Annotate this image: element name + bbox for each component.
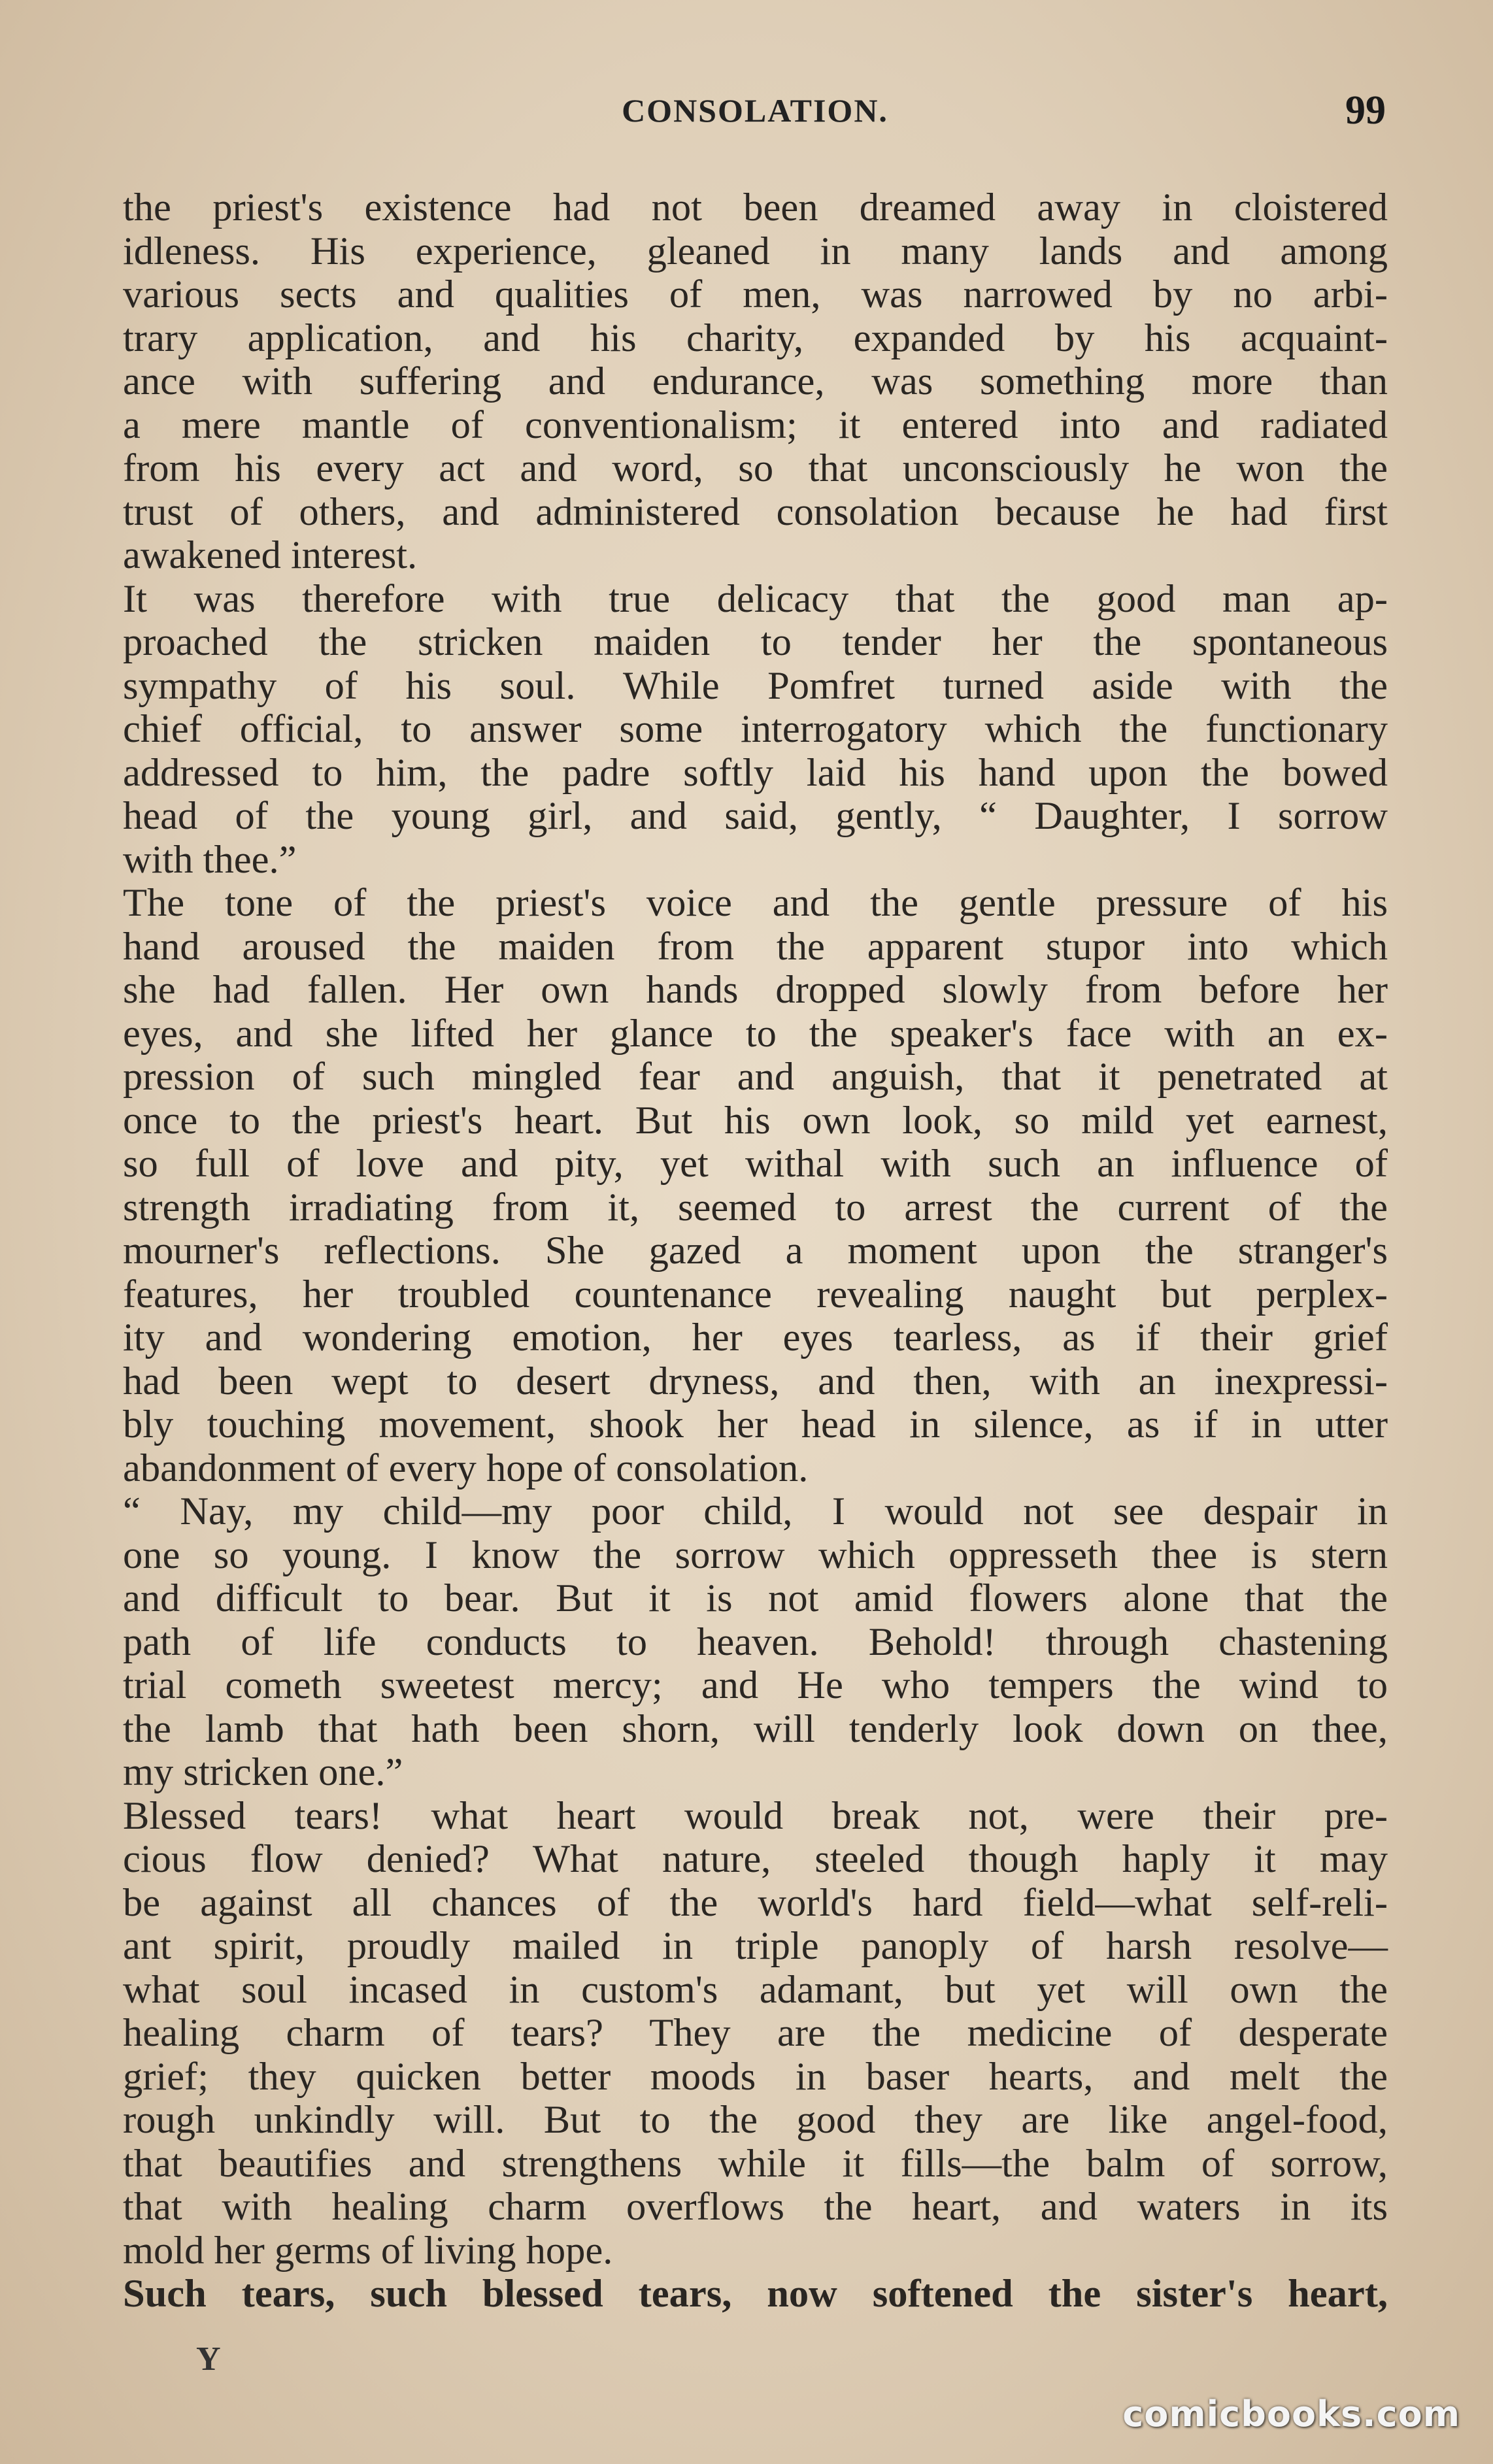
text-line: be against all chances of the world's hard field—what self-reli- <box>123 1880 1388 1925</box>
text-line: awakened interest. <box>123 533 418 577</box>
text-line: grief; they quicken better moods in baser hearts, and melt the <box>123 2054 1388 2099</box>
text-line: what soul incased in custom's adamant, but yet will own the <box>123 1967 1388 2012</box>
signature-mark: Y <box>196 2340 221 2378</box>
text-line: from his every act and word, so that unconsciously he won the <box>123 446 1388 490</box>
text-line: idleness. His experience, gleaned in many lands and among <box>123 229 1388 273</box>
text-line: Blessed tears! what heart would break not, were their pre- <box>123 1793 1388 1838</box>
text-line: path of life conducts to heaven. Behold! through chastening <box>123 1620 1388 1664</box>
page-header <box>124 88 1386 144</box>
text-line: the priest's existence had not been dreamed away in cloistered <box>123 186 1388 229</box>
text-line: so full of love and pity, yet withal with such an influence of <box>123 1142 1388 1186</box>
text-line: she had fallen. Her own hands dropped slowly from before her <box>123 968 1388 1012</box>
body-text <box>123 186 1388 2316</box>
text-line: that with healing charm overflows the heart, and waters in its <box>123 2185 1388 2229</box>
text-line: healing charm of tears? They are the medicine of desperate <box>123 2011 1388 2055</box>
text-line: trial cometh sweetest mercy; and He who tempers the wind to <box>123 1663 1388 1707</box>
text-line: and difficult to bear. But it is not amid flowers alone that the <box>123 1576 1388 1620</box>
page-number: 99 <box>1345 88 1386 133</box>
text-line: various sects and qualities of men, was narrowed by no arbi- <box>123 273 1388 316</box>
text-line: addressed to him, the padre softly laid his hand upon the bowed <box>123 750 1388 795</box>
text-line: mold her germs of living hope. <box>123 2228 613 2273</box>
text-line: sympathy of his soul. While Pomfret turned aside with the <box>123 663 1388 708</box>
text-line: features, her troubled countenance revealing naught but perplex- <box>123 1272 1388 1316</box>
text-line: “ Nay, my child—my poor child, I would not see despair in <box>123 1490 1388 1533</box>
text-line: pression of such mingled fear and anguish, that it penetrated at <box>123 1055 1388 1099</box>
text-line: bly touching movement, shook her head in silence, as if in utter <box>123 1403 1388 1446</box>
text-line: once to the priest's heart. But his own look, so mild yet earnest, <box>123 1098 1388 1142</box>
text-line: cious flow denied? What nature, steeled though haply it may <box>123 1837 1388 1881</box>
text-line: ance with suffering and endurance, was something more than <box>123 359 1388 403</box>
text-line: ity and wondering emotion, her eyes tearless, as if their grief <box>123 1316 1388 1359</box>
text-line: The tone of the priest's voice and the gentle pressure of his <box>123 881 1388 925</box>
text-line: ant spirit, proudly mailed in triple panoply of harsh resolve— <box>123 1924 1388 1968</box>
text-line: trust of others, and administered consolation because he had first <box>123 490 1388 534</box>
text-line: Such tears, such blessed tears, now softened the sister's heart, <box>123 2272 1388 2316</box>
text-line: had been wept to desert dryness, and then, with an inexpressi- <box>123 1359 1388 1403</box>
text-line: head of the young girl, and said, gently, “ Daughter, I sorrow <box>123 794 1388 838</box>
running-head: CONSOLATION. <box>622 92 888 129</box>
text-line: It was therefore with true delicacy that the good man ap- <box>123 576 1388 621</box>
text-line: hand aroused the maiden from the apparent stupor into which <box>123 924 1388 969</box>
text-line: proached the stricken maiden to tender her the spontaneous <box>123 620 1388 664</box>
text-line: the lamb that hath been shorn, will tenderly look down on thee, <box>123 1706 1388 1751</box>
text-line: rough unkindly will. But to the good they are like angel-food, <box>123 2098 1388 2142</box>
text-line: chief official, to answer some interrogatory which the functionary <box>123 707 1388 751</box>
text-line: abandonment of every hope of consolation. <box>123 1446 809 1490</box>
text-line: mourner's reflections. She gazed a moment upon the stranger's <box>123 1229 1388 1273</box>
text-line: with thee.” <box>123 837 297 882</box>
text-line: one so young. I know the sorrow which oppresseth thee is stern <box>123 1533 1388 1577</box>
text-line: a mere mantle of conventionalism; it entered into and radiated <box>123 403 1388 447</box>
text-line: strength irradiating from it, seemed to arrest the current of the <box>123 1185 1388 1229</box>
text-line: eyes, and she lifted her glance to the speaker's face with an ex- <box>123 1011 1388 1056</box>
text-line: my stricken one.” <box>123 1750 403 1794</box>
watermark: comicbooks.com <box>1122 2393 1460 2435</box>
text-line: that beautifies and strengthens while it fills—the balm of sorrow, <box>123 2141 1388 2186</box>
text-line: trary application, and his charity, expanded by his acquaint- <box>123 316 1388 360</box>
